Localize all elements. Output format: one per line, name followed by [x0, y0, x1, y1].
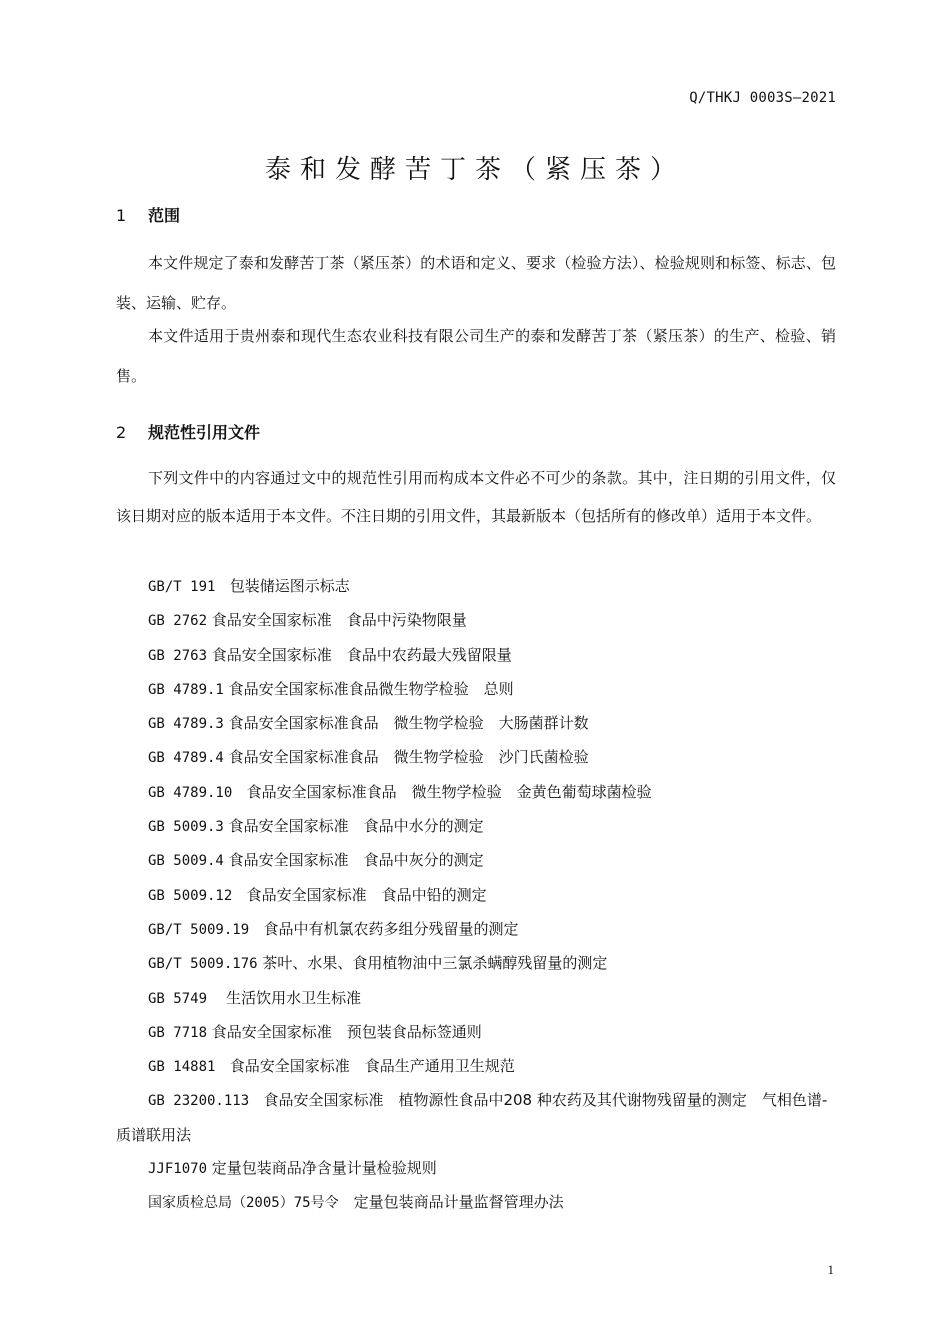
reference-separator	[232, 886, 246, 904]
reference-title: 食品安全国家标准 预包装食品标签通则	[211, 1022, 482, 1041]
reference-title: 食品安全国家标准食品微生物学检验 总则	[228, 679, 514, 698]
reference-separator	[215, 1057, 229, 1075]
reference-separator	[339, 1193, 354, 1211]
reference-item	[116, 1186, 836, 1220]
reference-item	[116, 604, 836, 638]
reference-item	[116, 741, 836, 775]
reference-title: 食品安全国家标准 食品中铅的测定	[246, 885, 487, 904]
reference-code: GB 4789.10	[148, 784, 233, 801]
reference-code: GB 14881	[148, 1059, 216, 1076]
reference-code: JJF1070	[148, 1161, 208, 1178]
section-number: 2	[116, 423, 127, 442]
reference-code: GB/T 5009.176	[148, 956, 258, 973]
reference-title: 食品安全国家标准 食品生产通用卫生规范	[229, 1057, 515, 1076]
reference-separator	[215, 577, 229, 595]
reference-code: GB 5009.3	[148, 819, 224, 836]
section-number: 1	[116, 206, 127, 225]
reference-code: GB 5009.4	[148, 853, 224, 870]
reference-code: GB 23200.113	[148, 1093, 250, 1110]
document-code: Q/THKJ 0003S—2021	[689, 90, 836, 106]
reference-item	[116, 982, 836, 1016]
reference-code: GB 2763	[148, 647, 208, 664]
reference-title: 食品中有机氯农药多组分残留量的测定	[263, 919, 519, 938]
scope-paragraph-1: 本文件规定了泰和发酵苦丁茶（紧压茶）的术语和定义、要求（检验方法）、检验规则和标签、标志、包装、运输、贮存。	[116, 254, 836, 312]
reference-title: 食品安全国家标准 食品中农药最大残留限量	[211, 645, 512, 664]
scope-paragraph-2: 本文件适用于贵州泰和现代生态农业科技有限公司生产的泰和发酵苦丁茶（紧压茶）的生产、检验、销售。	[116, 327, 836, 385]
reference-code: GB 7718	[148, 1024, 208, 1041]
reference-code: GB/T 5009.19	[148, 921, 250, 938]
reference-item	[116, 879, 836, 913]
reference-item	[116, 570, 836, 604]
reference-separator	[232, 783, 246, 801]
reference-list	[116, 570, 836, 1221]
reference-title: 茶叶、水果、食用植物油中三氯杀螨醇残留量的测定	[262, 954, 608, 973]
reference-title: 食品安全国家标准食品 微生物学检验 金黄色葡萄球菌检验	[246, 782, 652, 801]
reference-code: GB 4789.4	[148, 750, 224, 767]
reference-item	[116, 673, 836, 707]
page-number: 1	[827, 1262, 834, 1277]
reference-item	[116, 1152, 836, 1186]
reference-code: GB 4789.3	[148, 716, 224, 733]
reference-separator	[207, 989, 226, 1007]
reference-item	[116, 639, 836, 673]
reference-item	[116, 810, 836, 844]
reference-title: 食品安全国家标准 植物源性食品中208 种农药及其代谢物残留量的测定 气相色谱- 质谱联用法	[116, 1091, 833, 1144]
reference-item	[116, 844, 836, 878]
reference-code: GB 2762	[148, 613, 208, 630]
reference-title: 生活饮用水卫生标准	[226, 988, 362, 1007]
reference-title: 食品安全国家标准 食品中灰分的测定	[228, 851, 484, 870]
reference-title: 食品安全国家标准 食品中污染物限量	[211, 611, 467, 630]
document-title: 泰和发酵苦丁茶（紧压茶）	[264, 155, 685, 186]
references-intro-paragraph: 下列文件中的内容通过文中的规范性引用而构成本文件必不可少的条款。其中，注日期的引用文件，仅该日期对应的版本适用于本文件。不注日期的引用文件，其最新版本（包括所有的修改单）适用于本文件。	[116, 469, 836, 525]
reference-item	[116, 776, 836, 810]
section-2-heading	[116, 420, 260, 443]
reference-code: GB 5749	[148, 990, 208, 1007]
reference-code: GB 4789.1	[148, 681, 224, 698]
reference-code: 国家质检总局（2005）75号令	[148, 1195, 339, 1212]
reference-title: 食品安全国家标准食品 微生物学检验 沙门氏菌检验	[228, 748, 589, 767]
reference-title: 食品安全国家标准 食品中水分的测定	[228, 817, 484, 836]
reference-item	[116, 1016, 836, 1050]
reference-title: 定量包装商品计量监督管理办法	[353, 1193, 564, 1212]
section-title: 规范性引用文件	[148, 423, 261, 442]
reference-separator	[249, 1091, 263, 1109]
reference-title: 食品安全国家标准食品 微生物学检验 大肠菌群计数	[228, 714, 589, 733]
reference-item	[116, 947, 836, 981]
reference-item	[116, 707, 836, 741]
reference-item	[116, 913, 836, 947]
reference-separator	[249, 920, 263, 938]
reference-item	[116, 1084, 836, 1152]
section-title: 范围	[148, 206, 181, 225]
reference-item	[116, 1050, 836, 1084]
reference-title: 包装储运图示标志	[229, 577, 350, 595]
section-1-heading	[116, 203, 180, 226]
reference-code: GB 5009.12	[148, 887, 233, 904]
reference-code: GB/T 191	[148, 579, 216, 595]
reference-title: 定量包装商品净含量计量检验规则	[211, 1159, 437, 1178]
